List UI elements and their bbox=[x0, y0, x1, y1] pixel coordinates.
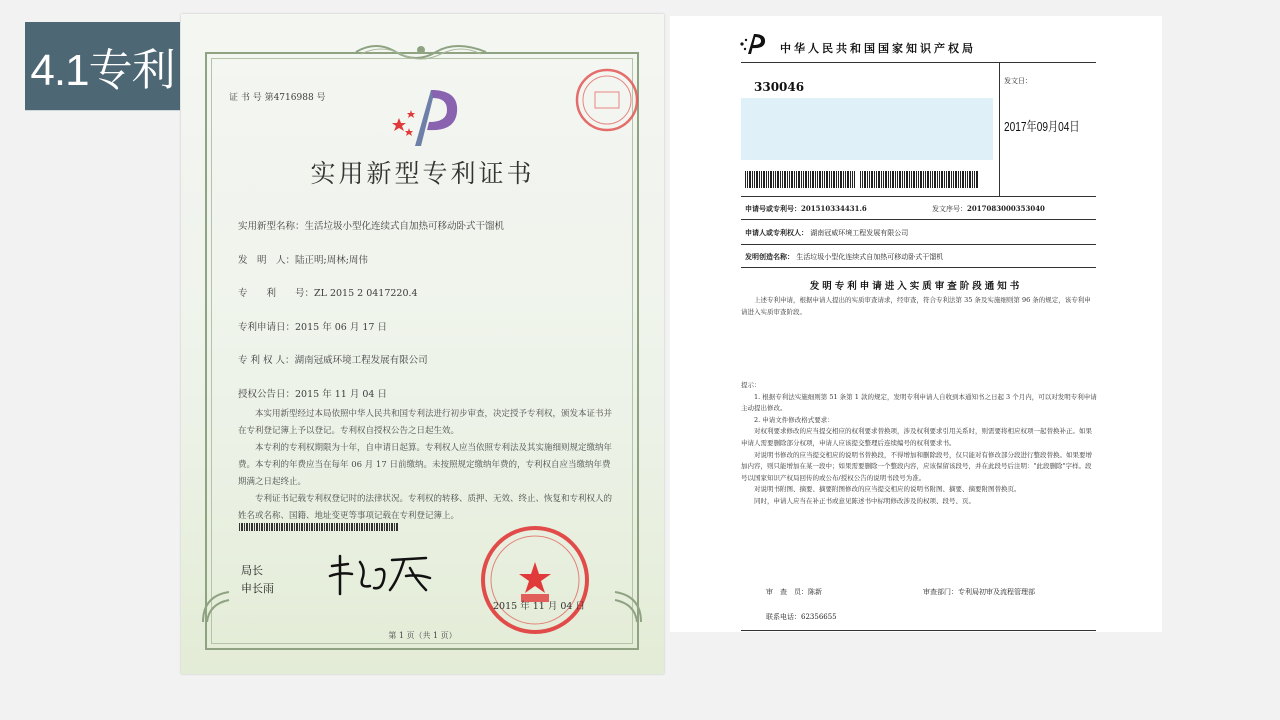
body-paragraph: 本实用新型经过本局依照中华人民共和国专利法进行初步审查，决定授予专利权，颁发本证书并在专利登记簿上予以登记。专利权自授权公告之日起生效。 bbox=[238, 409, 613, 436]
certificate-body bbox=[238, 406, 618, 525]
national-seal-icon bbox=[479, 524, 591, 636]
corner-ornament-icon bbox=[605, 586, 645, 626]
director-title: 局长 bbox=[241, 565, 263, 577]
patent-certificate bbox=[181, 14, 664, 674]
certificate-number: 证 书 号 第4716988 号 bbox=[229, 93, 326, 103]
send-date: 2017年09月04日 bbox=[1004, 119, 1080, 134]
page-number: 第 1 页（共 1 页） bbox=[388, 631, 457, 640]
notice-barcode bbox=[860, 171, 978, 188]
invention-name: 发明创造名称： 生活垃圾小型化连续式自加热可移动卧式干馏机 bbox=[745, 252, 944, 261]
field-utility-name: 实用新型名称：生活垃圾小型化连续式自加热可移动卧式干馏机 bbox=[238, 221, 505, 232]
director-name: 申长雨 bbox=[241, 583, 274, 595]
field-patent-number: 专 利 号：ZL 2015 2 0417220.4 bbox=[238, 288, 418, 299]
small-seal-icon bbox=[573, 66, 641, 134]
contact-phone: 联系电话：62356655 bbox=[766, 613, 837, 621]
field-application-date: 专利申请日：2015 年 06 月 17 日 bbox=[238, 322, 387, 333]
notice-header: 中华人民共和国国家知识产权局 bbox=[780, 42, 976, 55]
applicant: 申请人或专利权人： 湖南冠威环境工程发展有限公司 bbox=[745, 228, 909, 237]
corner-ornament-icon bbox=[199, 586, 239, 626]
notice-tips: 提示： 1. 根据专利法实施细则第 51 条第 1 款的规定，发明专利申请人自收到本通知书之日起 3 个月内，可以对发明专利申请主动提出修改。 2. 申请文件修改格式要求： 对权利要求修改的应当提交相应的权利要求替换项，涉及权利要求引用关系时，则需要将相应权项一起替换补正。如果申请人需要删除部分权项，申请人应该提交整理后连续编号的权利要求书。 对说明书修改的应当提交相应的说明书替换段，不得增加和删除段号，仅只能对有修改部分段进行整段替换。如果要增加内容，则只能增加在某一段中；如果需要删除一个整段内容，应该保留该段号，并在此段号后注明："此段删除"字样。段号以国家知识产权局回传的或公布/授权公告的说明书段号为准。 对说明书附图、摘要、摘要附图修改的应当提交相应的说明书附图、摘要、摘要附图替换页。 同时，申请人应当在补正书或意见陈述书中标明修改涉及的权项、段号、页。 bbox=[741, 381, 1097, 505]
field-inventors: 发 明 人：陆正明;周林;周伟 bbox=[238, 255, 368, 266]
examination-notice bbox=[670, 16, 1162, 632]
field-patentee: 专 利 权 人：湖南冠威环境工程发展有限公司 bbox=[238, 355, 428, 366]
sipo-logo-icon bbox=[736, 32, 768, 56]
tips-label: 提示： bbox=[741, 381, 761, 389]
notice-title: 发明专利申请进入实质审查阶段通知书 bbox=[809, 281, 1023, 292]
notice-intro: 上述专利申请，根据申请人提出的实质审查请求，经审查，符合专利法第 35 条及实施细则第 96 条的规定，该专利申请进入实质审查阶段。 bbox=[741, 296, 1091, 316]
examiner: 审 查 员：陈新 bbox=[766, 588, 822, 596]
ornament-icon bbox=[351, 40, 491, 60]
signature-icon bbox=[326, 546, 436, 601]
title-underline bbox=[25, 110, 180, 111]
certificate-title: 实用新型专利证书 bbox=[310, 159, 535, 188]
seal-date: 2015 年 11 月 04 日 bbox=[493, 601, 585, 612]
examination-department: 审查部门：专利局初审及流程管理部 bbox=[923, 588, 1035, 596]
certificate-barcode bbox=[239, 523, 399, 531]
application-number: 申请号或专利号：201510334431.6 bbox=[745, 204, 867, 213]
notice-code: 330046 bbox=[754, 80, 805, 94]
body-paragraph: 本专利的专利权期限为十年，自申请日起算。专利权人应当依照专利法及其实施细则规定缴纳年费。本专利的年费应当在每年 06 月 17 日前缴纳。未按照规定缴纳年费的，专利权自应当缴纳年费期满之日起终止。 bbox=[238, 443, 613, 487]
field-grant-date: 授权公告日：2015 年 11 月 04 日 bbox=[238, 389, 387, 400]
send-date-label: 发文日： bbox=[1004, 77, 1032, 85]
redacted-address-box bbox=[741, 98, 993, 160]
document-number: 发文序号：2017083000353040 bbox=[932, 204, 1045, 213]
body-paragraph: 专利证书记载专利权登记时的法律状况。专利权的转移、质押、无效、终止、恢复和专利权人的姓名或名称、国籍、地址变更等事项记载在专利登记簿上。 bbox=[238, 494, 613, 521]
sipo-logo-icon bbox=[391, 84, 461, 154]
notice-barcode bbox=[745, 171, 855, 188]
slide-title: 4.1专利 bbox=[25, 22, 180, 110]
